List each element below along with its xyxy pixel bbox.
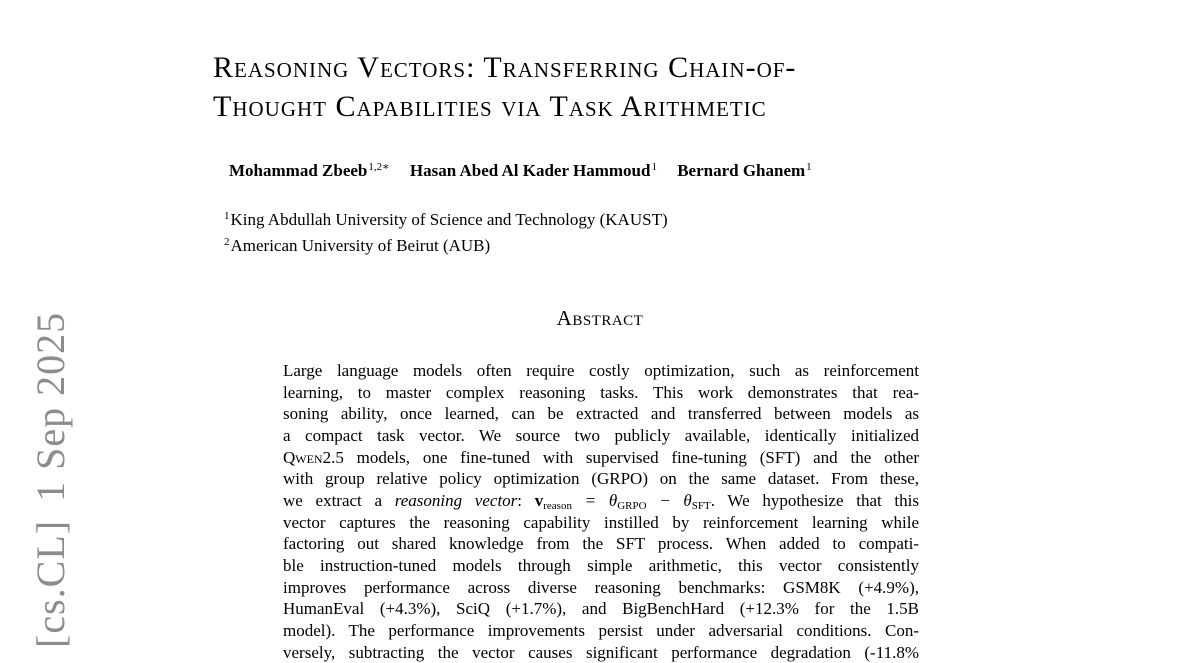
author-2: [410, 161, 657, 180]
abstract-line: factoring out shared knowledge from the SFT process. When added to compati-: [283, 534, 919, 554]
eq-pre: we extract a: [283, 490, 395, 510]
eq-theta-1: = θ: [571, 490, 618, 510]
eq-sub-grpo: GRPO: [617, 499, 647, 512]
affiliation-1: [224, 205, 668, 231]
author-sup: 1: [651, 161, 657, 173]
model-name-qwen: Qwen: [283, 447, 323, 467]
eq-sub-sft: SFT: [691, 499, 711, 512]
arxiv-category: [cs.CL]: [28, 519, 73, 648]
abstract-heading: Abstract: [556, 306, 644, 330]
affiliation-sup: 1: [224, 210, 230, 222]
abstract-line: learning, to master complex reasoning tasks. This work demonstrates that rea-: [283, 382, 919, 402]
title-line-1: Reasoning Vectors: Transferring Chain-of-: [213, 51, 797, 84]
abstract-line: improves performance across diverse reasoning benchmarks: GSM8K (+4.9%),: [283, 577, 919, 597]
author-list: [229, 160, 828, 181]
model-version: 2.5: [322, 447, 344, 467]
arxiv-stamp: [27, 312, 74, 648]
abstract-line: HumanEval (+4.3%), SciQ (+1.7%), and BigBenchHard (+12.3% for the 1.5B: [283, 599, 919, 619]
author-1: [229, 161, 390, 180]
author-sup: 1: [806, 161, 812, 173]
abstract-line: vector captures the reasoning capability instilled by reinforcement learning while: [283, 512, 919, 532]
abstract-line-qwen: [283, 447, 919, 469]
eq-sub-reason: reason: [543, 499, 572, 512]
paper-title: [213, 48, 1113, 126]
abstract-body: [283, 360, 919, 662]
abstract-line: a compact task vector. We source two publicly available, identically initialized: [283, 425, 919, 445]
abstract-line: model). The performance improvements persist under adversarial conditions. Con-: [283, 620, 919, 640]
affiliation-list: [224, 205, 668, 257]
author-name: Hasan Abed Al Kader Hammoud: [409, 161, 651, 180]
abstract-line-equation: [283, 490, 919, 512]
eq-post: . We hypothesize that this: [710, 490, 919, 510]
abstract-line: with group relative policy optimization (GRPO) on the same dataset. From these,: [283, 469, 919, 489]
abstract-line: ble instruction-tuned models through simple arithmetic, this vector consistently: [283, 555, 919, 575]
author-name: Bernard Ghanem: [677, 161, 806, 180]
author-name: Mohammad Zbeeb: [229, 161, 368, 180]
author-sup: 1,2∗: [368, 161, 390, 173]
abstract-line-rest: models, one fine-tuned with supervised fine-tuning (SFT) and the other: [343, 447, 919, 467]
eq-vector-symbol: v: [534, 490, 544, 510]
affiliation-text: American University of Beirut (AUB): [230, 236, 491, 255]
author-3: [677, 161, 811, 180]
abstract-line: soning ability, once learned, can be extracted and transferred between models as: [283, 404, 919, 424]
title-line-2: Thought Capabilities via Task Arithmetic: [213, 90, 767, 123]
arxiv-date: 1 Sep 2025: [28, 311, 73, 502]
eq-italic-term: reasoning vector: [394, 490, 518, 510]
abstract-line: Large language models often require costly optimization, such as reinforcement: [283, 361, 919, 380]
affiliation-2: [224, 231, 668, 257]
eq-theta-2: − θ: [646, 490, 692, 510]
affiliation-text: King Abdullah University of Science and Technology (KAUST): [230, 210, 668, 229]
abstract-line-cut: versely, subtracting the vector causes significant performance degradation (-11.8%: [283, 642, 919, 662]
affiliation-sup: 2: [224, 236, 230, 248]
eq-colon: :: [517, 490, 535, 510]
